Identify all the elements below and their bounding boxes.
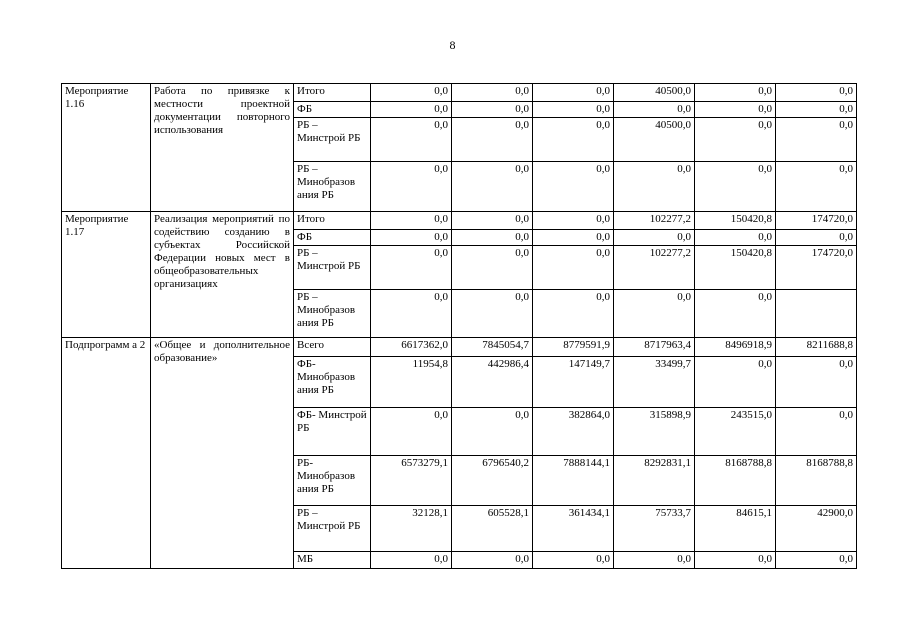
amount-cell: 0,0 bbox=[533, 290, 614, 338]
program-name: Реализация мероприятий по содействию созданию в субъектах Российской Федерации новых мест в общеобразовательных организациях bbox=[151, 212, 294, 338]
amount-cell: 0,0 bbox=[452, 408, 533, 456]
funding-source: Итого bbox=[294, 84, 371, 102]
amount-cell: 0,0 bbox=[695, 162, 776, 212]
amount-cell: 8292831,1 bbox=[614, 456, 695, 506]
amount-cell: 0,0 bbox=[695, 290, 776, 338]
amount-cell: 0,0 bbox=[371, 230, 452, 246]
amount-cell: 0,0 bbox=[695, 357, 776, 408]
amount-cell: 174720,0 bbox=[776, 212, 857, 230]
amount-cell: 0,0 bbox=[776, 84, 857, 102]
amount-cell: 0,0 bbox=[452, 84, 533, 102]
amount-cell: 0,0 bbox=[452, 212, 533, 230]
amount-cell: 0,0 bbox=[533, 102, 614, 118]
amount-cell: 0,0 bbox=[452, 290, 533, 338]
amount-cell: 0,0 bbox=[371, 408, 452, 456]
amount-cell: 0,0 bbox=[371, 552, 452, 569]
amount-cell: 8496918,9 bbox=[695, 338, 776, 357]
amount-cell: 0,0 bbox=[371, 246, 452, 290]
program-code: Мероприятие 1.17 bbox=[62, 212, 151, 338]
amount-cell: 442986,4 bbox=[452, 357, 533, 408]
amount-cell: 361434,1 bbox=[533, 506, 614, 552]
amount-cell: 6617362,0 bbox=[371, 338, 452, 357]
amount-cell: 0,0 bbox=[614, 162, 695, 212]
amount-cell: 8779591,9 bbox=[533, 338, 614, 357]
amount-cell: 8168788,8 bbox=[776, 456, 857, 506]
amount-cell: 0,0 bbox=[371, 102, 452, 118]
amount-cell: 0,0 bbox=[776, 118, 857, 162]
amount-cell: 147149,7 bbox=[533, 357, 614, 408]
page-number: 8 bbox=[449, 38, 456, 52]
amount-cell: 84615,1 bbox=[695, 506, 776, 552]
program-name: «Общее и дополнительное образование» bbox=[151, 338, 294, 569]
amount-cell: 0,0 bbox=[452, 118, 533, 162]
amount-cell: 0,0 bbox=[695, 102, 776, 118]
program-code: Подпрограмм а 2 bbox=[62, 338, 151, 569]
amount-cell: 42900,0 bbox=[776, 506, 857, 552]
amount-cell: 0,0 bbox=[452, 552, 533, 569]
amount-cell: 0,0 bbox=[371, 212, 452, 230]
amount-cell: 40500,0 bbox=[614, 118, 695, 162]
amount-cell: 0,0 bbox=[452, 246, 533, 290]
amount-cell: 0,0 bbox=[776, 552, 857, 569]
amount-cell: 0,0 bbox=[371, 162, 452, 212]
funding-source: ФБ bbox=[294, 230, 371, 246]
amount-cell: 315898,9 bbox=[614, 408, 695, 456]
amount-cell: 0,0 bbox=[371, 84, 452, 102]
amount-cell: 6796540,2 bbox=[452, 456, 533, 506]
amount-cell: 0,0 bbox=[452, 162, 533, 212]
funding-source: РБ – Минобразов ания РБ bbox=[294, 290, 371, 338]
budget-table bbox=[61, 83, 857, 569]
funding-source: РБ – Минстрой РБ bbox=[294, 118, 371, 162]
amount-cell: 150420,8 bbox=[695, 246, 776, 290]
amount-cell: 0,0 bbox=[614, 102, 695, 118]
funding-source: ФБ- Минстрой РБ bbox=[294, 408, 371, 456]
amount-cell: 102277,2 bbox=[614, 212, 695, 230]
amount-cell: 8168788,8 bbox=[695, 456, 776, 506]
amount-cell: 0,0 bbox=[533, 118, 614, 162]
table-row bbox=[62, 84, 857, 102]
amount-cell: 0,0 bbox=[776, 230, 857, 246]
amount-cell: 0,0 bbox=[533, 230, 614, 246]
amount-cell: 0,0 bbox=[695, 118, 776, 162]
funding-source: РБ – Минстрой РБ bbox=[294, 506, 371, 552]
amount-cell: 382864,0 bbox=[533, 408, 614, 456]
amount-cell: 0,0 bbox=[533, 212, 614, 230]
amount-cell: 7845054,7 bbox=[452, 338, 533, 357]
amount-cell: 0,0 bbox=[776, 162, 857, 212]
amount-cell: 75733,7 bbox=[614, 506, 695, 552]
table-row bbox=[62, 338, 857, 357]
funding-source: Итого bbox=[294, 212, 371, 230]
amount-cell: 8211688,8 bbox=[776, 338, 857, 357]
amount-cell: 0,0 bbox=[614, 230, 695, 246]
amount-cell: 11954,8 bbox=[371, 357, 452, 408]
amount-cell: 0,0 bbox=[533, 246, 614, 290]
amount-cell: 0,0 bbox=[695, 230, 776, 246]
amount-cell: 6573279,1 bbox=[371, 456, 452, 506]
amount-cell: 605528,1 bbox=[452, 506, 533, 552]
funding-source: ФБ- Минобразов ания РБ bbox=[294, 357, 371, 408]
amount-cell: 0,0 bbox=[533, 552, 614, 569]
amount-cell: 174720,0 bbox=[776, 246, 857, 290]
funding-source: ФБ bbox=[294, 102, 371, 118]
amount-cell: 102277,2 bbox=[614, 246, 695, 290]
amount-cell: 0,0 bbox=[614, 290, 695, 338]
table-row bbox=[62, 212, 857, 230]
program-code: Мероприятие 1.16 bbox=[62, 84, 151, 212]
funding-source: МБ bbox=[294, 552, 371, 569]
amount-cell: 32128,1 bbox=[371, 506, 452, 552]
amount-cell: 0,0 bbox=[452, 102, 533, 118]
amount-cell: 8717963,4 bbox=[614, 338, 695, 357]
amount-cell: 0,0 bbox=[533, 162, 614, 212]
program-name: Работа по привязке к местности проектной документации повторного использования bbox=[151, 84, 294, 212]
amount-cell: 0,0 bbox=[533, 84, 614, 102]
funding-source: РБ – Минстрой РБ bbox=[294, 246, 371, 290]
amount-cell: 7888144,1 bbox=[533, 456, 614, 506]
funding-source: Всего bbox=[294, 338, 371, 357]
amount-cell bbox=[776, 290, 857, 338]
amount-cell: 0,0 bbox=[371, 118, 452, 162]
amount-cell: 0,0 bbox=[371, 290, 452, 338]
amount-cell: 40500,0 bbox=[614, 84, 695, 102]
amount-cell: 150420,8 bbox=[695, 212, 776, 230]
amount-cell: 243515,0 bbox=[695, 408, 776, 456]
amount-cell: 0,0 bbox=[614, 552, 695, 569]
amount-cell: 0,0 bbox=[776, 102, 857, 118]
amount-cell: 0,0 bbox=[776, 408, 857, 456]
funding-source: РБ- Минобразов ания РБ bbox=[294, 456, 371, 506]
amount-cell: 0,0 bbox=[695, 552, 776, 569]
amount-cell: 0,0 bbox=[452, 230, 533, 246]
amount-cell: 0,0 bbox=[776, 357, 857, 408]
amount-cell: 33499,7 bbox=[614, 357, 695, 408]
funding-source: РБ – Минобразов ания РБ bbox=[294, 162, 371, 212]
amount-cell: 0,0 bbox=[695, 84, 776, 102]
